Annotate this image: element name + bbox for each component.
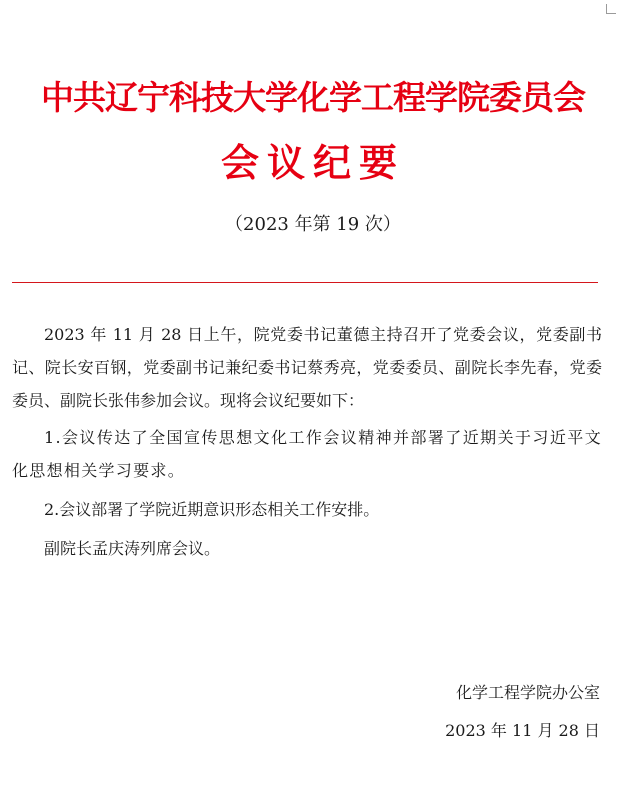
- document-number: （2023 年第 19 次）: [225, 214, 401, 235]
- signature-block: [445, 674, 600, 750]
- issue-date: 2023 年 11 月 28 日: [445, 721, 600, 740]
- organization-header: 中共辽宁科技大学化学工程学院委员会: [41, 78, 585, 117]
- corner-crop-mark: [606, 4, 616, 14]
- agenda-item-2: 2.会议部署了学院近期意识形态相关工作安排。: [44, 500, 380, 519]
- document-body: [12, 318, 602, 565]
- attendance-note: 副院长孟庆涛列席会议。: [44, 539, 221, 558]
- red-divider-line: [12, 282, 598, 283]
- issuing-office: 化学工程学院办公室: [455, 683, 600, 702]
- intro-paragraph: 2023 年 11 月 28 日上午，院党委书记董德主持召开了党委会议，党委副书记、院长安百钢，党委副书记兼纪委书记蔡秀亮，党委委员、副院长李先春，党委委员、副院长张伟参加会议。现将会议纪要如下：: [12, 325, 602, 410]
- document-title: 会议纪要: [220, 141, 405, 185]
- agenda-item-1: 1.会议传达了全国宣传思想文化工作会议精神并部署了近期关于习近平文化思想相关学习要求。: [12, 428, 602, 480]
